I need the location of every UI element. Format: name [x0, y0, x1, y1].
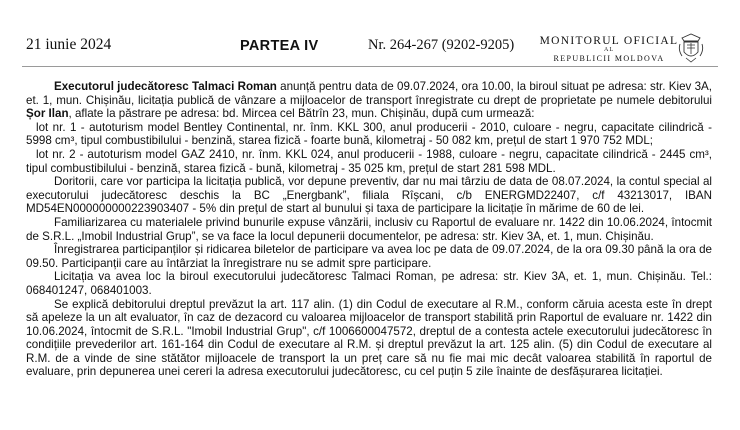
- section-part: PARTEA IV: [240, 38, 319, 54]
- header-divider: [22, 66, 718, 67]
- executor-name: Executorul judecătoresc Talmaci Roman: [54, 80, 277, 93]
- lot-2: lot nr. 2 - autoturism model GAZ 2410, nr. înm. KKL 024, anul producerii - 1988, culoare - negru, capacitate cilindrică - 2445 cm³, tipul combustibilului - benzină, starea fizică - bună, kilometraj - 35 025 km, prețul de start 281 598 MDL.: [26, 147, 712, 175]
- auction-notice: [26, 80, 712, 379]
- notice-intro: Executorul judecătoresc Talmaci Roman anunță pentru data de 09.07.2024, ora 10.00, la biroul situat pe adresa: str. Kiev 3A, et. 1, mun. Chișinău, licitația publică de vânzare a mijloacelor de transport înregistrate cu drept de proprietate pe numele debitorului Șor Ilan, aflate la păstrare pe adresa: bd. Mircea cel Bătrîn 23, mun. Chișinău, după cum urmează:: [26, 80, 712, 121]
- issue-number: Nr. 264-267 (9202-9205): [368, 37, 515, 53]
- lot-1: lot nr. 1 - autoturism model Bentley Continental, nr. înm. KKL 300, anul producerii - 2010, culoare - negru, capacitate cilindrică - 5998 cm³, tipul combustibilului - benzină, starea fizică - foarte bună, kilometraj - 50 082 km, prețul de start 1 970 752 MDL;: [26, 120, 712, 148]
- masthead-al: AL: [604, 47, 614, 53]
- deposit-paragraph: Doritorii, care vor participa la licitația publică, vor depune preventiv, dar nu mai târziu de data de 08.07.2024, la contul special al executorului judecătoresc deschis la BC „Energbank”, filiala Rîșcani, c/b ENERGMD22407, c/f 43213017, IBAN MD54EN000000000223903407 - 5% din prețul de start al bunului și taxa de participare la licitație în mărime de 60 de lei.: [26, 175, 712, 216]
- venue-paragraph: Licitația va avea loc la biroul executorului judecătoresc Talmaci Roman, pe adresa: str. Kiev 3A, et. 1, mun. Chișinău. Tel.: 068401247, 068401003.: [26, 270, 712, 297]
- debtor-name: Șor Ilan: [26, 107, 69, 121]
- page-header: [0, 0, 740, 62]
- moldova-coat-of-arms-icon: [678, 32, 704, 64]
- issue-date: 21 iunie 2024: [26, 36, 112, 53]
- familiarization-paragraph: Familiarizarea cu materialele privind bunurile expuse vânzării, inclusiv cu Raportul de evaluare nr. 1422 din 10.06.2024, întocmit de S.R.L. „Imobil Industrial Grup”, se va face la locul depunerii documentelor, pe adresa: str. Kiev 3A, et. 1, mun. Chișinău.: [26, 215, 712, 243]
- masthead-subtitle: REPUBLICII MOLDOVA: [553, 54, 665, 63]
- registration-paragraph: Înregistrarea participanților și ridicarea biletelor de participare va avea loc pe data de 09.07.2024, de la ora 09.30 până la ora de 09.50. Participanții care au întârziat la înregistrare nu se admit spre participare.: [26, 243, 712, 270]
- publication-masthead: [538, 35, 680, 63]
- masthead-title: MONITORUL OFICIAL: [539, 35, 679, 47]
- debtor-rights-paragraph: Se explică debitorului dreptul prevăzut la art. 117 alin. (1) din Codul de executare al R.M., conform căruia acesta este în drept să apeleze la un alt evaluator, în caz de dezacord cu valoarea mijloacelor de transport stabilită prin Raportul de evaluare nr. 1422 din 10.06.2024, întocmit de S.R.L. "Imobil Industrial Grup", c/f 1006600047572, dreptul de a contesta actele executorului judecătoresc în condițiile prevederilor art. 161-164 din Codul de executare al R.M. și dreptul prevăzut la art. 125 alin. (5) din Codul de executare al R.M. de a vinde de sine stătător mijloacele de transport la un preț care să nu fie mai mic decât valoarea stabilită în raportul de evaluare, prin depunerea unei cereri la adresa executorului judecătoresc, cu cel puțin 5 zile înainte de desfășurarea licitației.: [26, 297, 712, 379]
